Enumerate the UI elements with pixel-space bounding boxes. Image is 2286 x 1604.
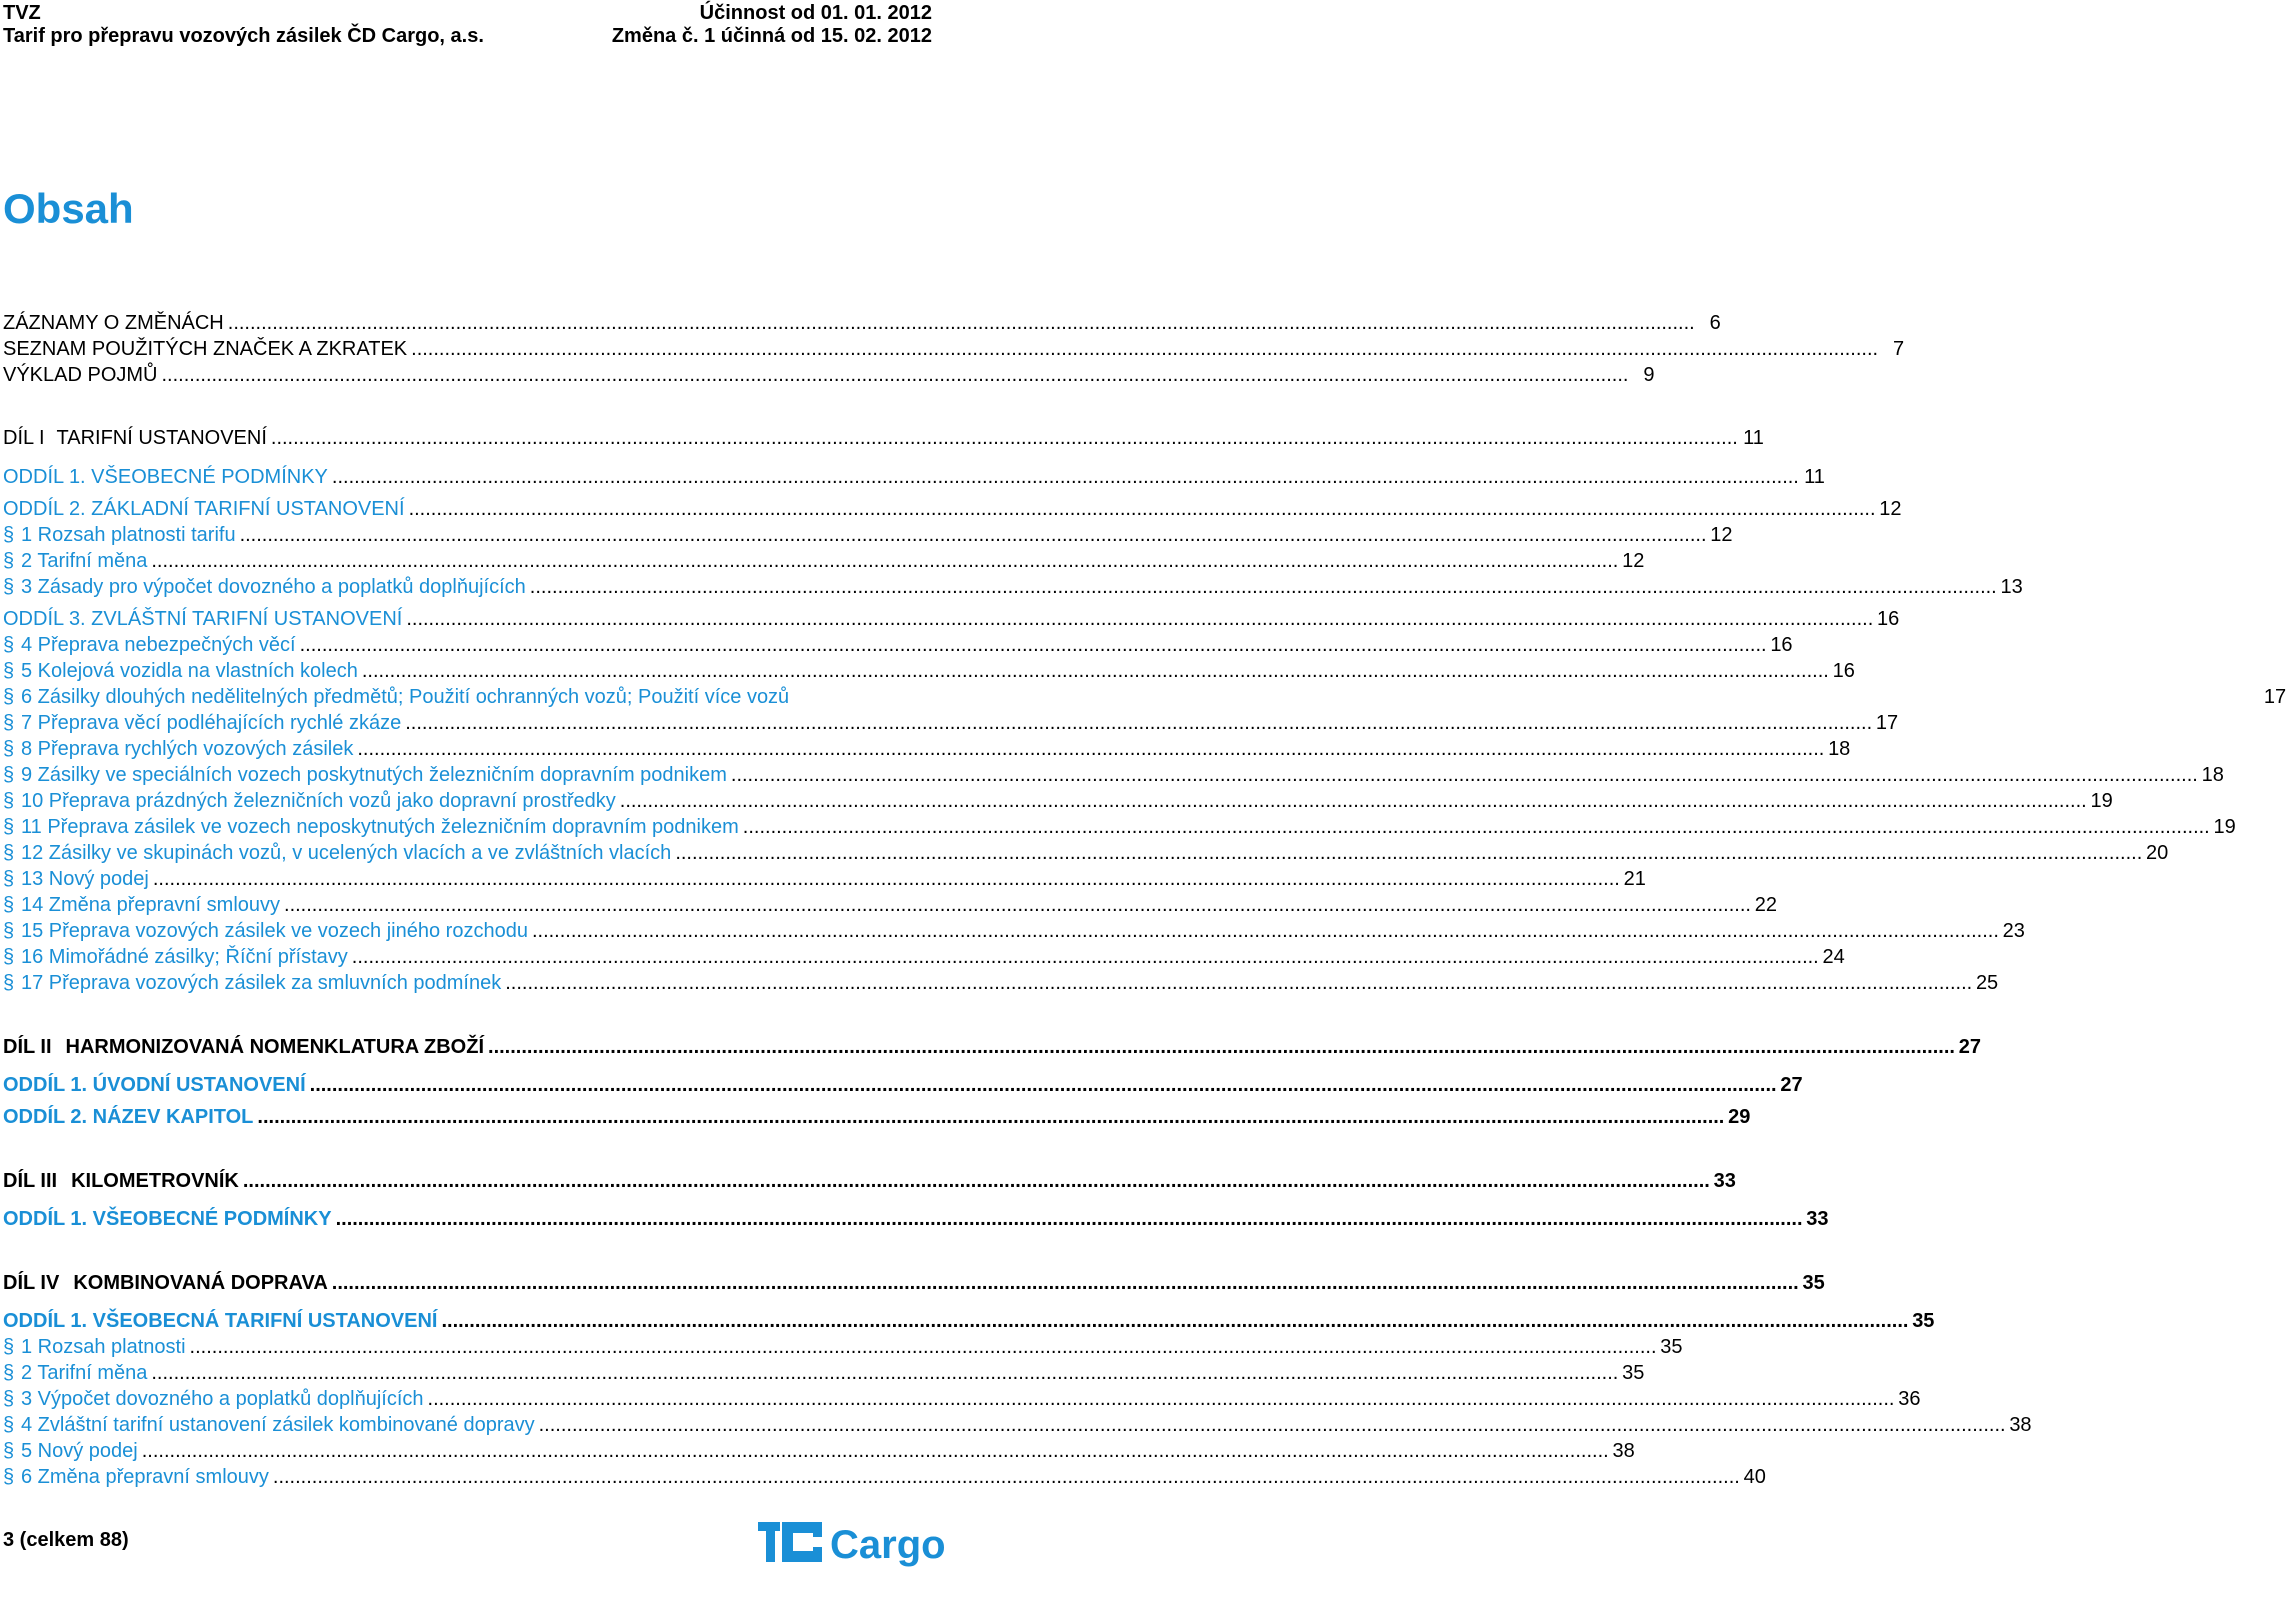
doc-title: Tarif pro přepravu vozových zásilek ČD Cargo, a.s.	[3, 25, 484, 47]
toc-entry[interactable]	[3, 1271, 1825, 1295]
toc-page-number: 35	[1622, 1362, 1645, 1384]
toc-entry[interactable]	[3, 841, 2169, 865]
paragraph-sign: §	[3, 1336, 15, 1358]
paragraph-sign: §	[3, 1414, 15, 1436]
dot-leader	[190, 1335, 1657, 1359]
toc-page-number: 21	[1623, 868, 1646, 890]
toc-page-number: 12	[1879, 498, 1902, 520]
dot-leader	[620, 789, 2087, 813]
paragraph-sign: §	[3, 686, 15, 708]
toc-page-number: 19	[2213, 816, 2236, 838]
paragraph-sign: §	[3, 550, 15, 572]
toc-entry-label: 6 Zásilky dlouhých nedělitelných předmětů; Použití ochranných vozů; Použití více vozů	[21, 686, 790, 708]
toc-page-number: 35	[1660, 1336, 1683, 1358]
part-number: DÍL II	[3, 1036, 52, 1058]
paragraph-sign: §	[3, 894, 15, 916]
toc-entry-label: 14 Změna přepravní smlouvy	[21, 894, 281, 916]
toc-entry[interactable]	[3, 737, 1851, 761]
paragraph-sign: §	[3, 816, 15, 838]
toc-page-number: 33	[1713, 1170, 1736, 1192]
toc-entry[interactable]	[3, 311, 1721, 335]
toc-page-number: 11	[1804, 466, 1825, 488]
paragraph-sign: §	[3, 868, 15, 890]
toc-page-number: 16	[1770, 634, 1793, 656]
toc-entry-label: KILOMETROVNÍK	[71, 1170, 239, 1192]
toc-entry-label: 13 Nový podej	[21, 868, 149, 890]
toc-entry-label: 1 Rozsah platnosti	[21, 1336, 186, 1358]
toc-entry-label: 10 Přeprava prázdných železničních vozů jako dopravní prostředky	[21, 790, 616, 812]
toc-entry[interactable]	[3, 1035, 1981, 1059]
effective-date: Účinnost od 01. 01. 2012	[699, 2, 932, 24]
toc-page-number: 29	[1728, 1106, 1751, 1128]
toc-entry-label: 3 Výpočet dovozného a poplatků doplňujících	[21, 1388, 424, 1410]
toc-entry-label: TARIFNÍ USTANOVENÍ	[56, 427, 267, 449]
dot-leader	[300, 633, 1767, 657]
toc-page-number: 9	[1643, 364, 1655, 386]
dot-leader	[530, 575, 1997, 599]
toc-page-number: 27	[1780, 1074, 1803, 1096]
dot-leader	[362, 659, 1829, 683]
paragraph-sign: §	[3, 524, 15, 546]
toc-page-number: 35	[1802, 1272, 1825, 1294]
dot-leader	[151, 1361, 1618, 1385]
paragraph-sign: §	[3, 1440, 15, 1462]
toc-entry[interactable]	[3, 465, 1825, 489]
toc-entry[interactable]	[3, 659, 1855, 683]
page-number: 3 (celkem 88)	[3, 1529, 129, 1551]
toc-entry[interactable]	[3, 763, 2224, 787]
paragraph-sign: §	[3, 576, 15, 598]
dot-leader	[257, 1105, 1724, 1129]
dot-leader	[153, 867, 1620, 891]
toc-page-number: 18	[2201, 764, 2224, 786]
paragraph-sign: §	[3, 946, 15, 968]
toc-entry-label: VÝKLAD POJMŮ	[3, 364, 158, 386]
toc-entry[interactable]	[3, 893, 1777, 917]
paragraph-sign: §	[3, 712, 15, 734]
toc-entry[interactable]	[3, 711, 1899, 735]
toc-page-number: 16	[1877, 608, 1900, 630]
toc-entry[interactable]	[3, 685, 2286, 709]
toc-entry-label: 4 Přeprava nebezpečných věcí	[21, 634, 296, 656]
dot-leader	[539, 1413, 2006, 1437]
toc-entry-label: 2 Tarifní měna	[21, 550, 148, 572]
toc-page-number: 23	[2002, 920, 2025, 942]
toc-page-number: 12	[1710, 524, 1733, 546]
toc-entry[interactable]	[3, 867, 1646, 891]
toc-entry[interactable]	[3, 607, 1900, 631]
dot-leader	[406, 607, 1873, 631]
toc-entry-label: 4 Zvláštní tarifní ustanovení zásilek kombinované dopravy	[21, 1414, 535, 1436]
part-number: DÍL I	[3, 427, 45, 449]
toc-entry-label: 5 Nový podej	[21, 1440, 138, 1462]
toc-entry[interactable]	[3, 1073, 1803, 1097]
toc-page-number: 17	[1875, 712, 1899, 734]
toc-entry[interactable]	[3, 426, 1764, 450]
toc-entry-label: 11 Přeprava zásilek ve vozech neposkytnutých železničním dopravním podnikem	[21, 816, 739, 838]
dot-leader	[428, 1387, 1895, 1411]
dot-leader	[151, 549, 1618, 573]
paragraph-sign: §	[3, 1362, 15, 1384]
paragraph-sign: §	[3, 972, 15, 994]
toc-entry-label: ODDÍL 2. ZÁKLADNÍ TARIFNÍ USTANOVENÍ	[3, 498, 405, 520]
dot-leader	[405, 711, 1872, 735]
paragraph-sign: §	[3, 738, 15, 760]
toc-entry[interactable]	[3, 363, 1655, 387]
toc-page-number: 25	[1975, 972, 1999, 994]
toc-entry[interactable]	[3, 1335, 1683, 1359]
toc-page-number: 17	[2263, 686, 2286, 708]
toc-page-number: 27	[1958, 1036, 1981, 1058]
toc-page-number: 22	[1754, 894, 1777, 916]
toc-entry-label: ZÁZNAMY O ZMĚNÁCH	[3, 312, 224, 334]
toc-entry-label: 12 Zásilky ve skupinách vozů, v ucelených vlacích a ve zvláštních vlacích	[21, 842, 672, 864]
dot-leader	[441, 1309, 1908, 1333]
toc-entry[interactable]	[3, 1361, 1645, 1385]
toc-entry[interactable]	[3, 1207, 1829, 1231]
toc-page-number: 40	[1743, 1466, 1766, 1488]
dot-leader	[284, 893, 1751, 917]
paragraph-sign: §	[3, 1466, 15, 1488]
cd-cargo-logo	[758, 1518, 946, 1567]
dot-leader	[488, 1035, 1955, 1059]
toc-entry[interactable]	[3, 1105, 1751, 1129]
toc-entry-label: 15 Přeprava vozových zásilek ve vozech jiného rozchodu	[21, 920, 528, 942]
toc-page-number: 16	[1832, 660, 1855, 682]
dot-leader	[505, 971, 1972, 995]
dot-leader	[743, 815, 2210, 839]
dot-leader	[336, 1207, 1803, 1231]
toc-entry-label: ODDÍL 1. VŠEOBECNÉ PODMÍNKY	[3, 466, 328, 488]
toc-entry-label: 5 Kolejová vozidla na vlastních kolech	[21, 660, 358, 682]
toc-page-number: 12	[1622, 550, 1645, 572]
toc-entry-label: ODDÍL 2. NÁZEV KAPITOL	[3, 1106, 254, 1128]
toc-entry[interactable]	[3, 919, 2025, 943]
paragraph-sign: §	[3, 634, 15, 656]
toc-page-number: 36	[1898, 1388, 1921, 1410]
toc-entry[interactable]	[3, 815, 2236, 839]
toc-entry[interactable]	[3, 1439, 1635, 1463]
dot-leader	[273, 1465, 1740, 1489]
dot-leader	[243, 1169, 1710, 1193]
toc-entry-label: 2 Tarifní měna	[21, 1362, 148, 1384]
toc-page-number: 35	[1912, 1310, 1935, 1332]
toc-page-number: 33	[1806, 1208, 1829, 1230]
toc-entry[interactable]	[3, 1309, 1935, 1333]
toc-page-number: 7	[1892, 338, 1905, 360]
toc-entry-label: 16 Mimořádné zásilky; Říční přístavy	[21, 946, 348, 968]
toc-entry[interactable]	[3, 575, 2023, 599]
toc-entry[interactable]	[3, 497, 1902, 521]
toc-entry[interactable]	[3, 1169, 1736, 1193]
page-title: Obsah	[3, 185, 134, 232]
paragraph-sign: §	[3, 920, 15, 942]
toc-entry-label: HARMONIZOVANÁ NOMENKLATURA ZBOŽÍ	[65, 1036, 485, 1058]
toc-entry-label: ODDÍL 1. VŠEOBECNÁ TARIFNÍ USTANOVENÍ	[3, 1310, 438, 1332]
toc-entry-label: ODDÍL 3. ZVLÁŠTNÍ TARIFNÍ USTANOVENÍ	[3, 608, 403, 630]
dot-leader	[240, 523, 1707, 547]
part-number: DÍL III	[3, 1170, 58, 1192]
toc-entry[interactable]	[3, 633, 1793, 657]
toc-page-number: 6	[1709, 312, 1721, 334]
toc-entry-label: 3 Zásady pro výpočet dovozného a poplatků doplňujících	[21, 576, 526, 598]
dot-leader	[271, 426, 1738, 450]
toc-page-number: 20	[2146, 842, 2169, 864]
toc-entry[interactable]	[3, 945, 1845, 969]
dot-leader	[675, 841, 2142, 865]
toc-entry[interactable]	[3, 1465, 1766, 1489]
toc-entry[interactable]	[3, 337, 1905, 361]
toc-page-number: 24	[1822, 946, 1845, 968]
toc-entry-label: 8 Přeprava rychlých vozových zásilek	[21, 738, 354, 760]
dot-leader	[332, 465, 1799, 489]
part-number: DÍL IV	[3, 1272, 60, 1294]
paragraph-sign: §	[3, 660, 15, 682]
dot-leader	[532, 919, 1999, 943]
paragraph-sign: §	[3, 764, 15, 786]
logo-text: Cargo	[830, 1523, 946, 1567]
toc-entry[interactable]	[3, 971, 1999, 995]
toc-entry-label: 7 Přeprava věcí podléhajících rychlé zkáze	[21, 712, 402, 734]
toc-entry[interactable]	[3, 523, 1733, 547]
doc-code: TVZ	[3, 2, 41, 24]
dot-leader	[357, 737, 1824, 761]
dot-leader	[411, 337, 1878, 361]
paragraph-sign: §	[3, 790, 15, 812]
dot-leader	[310, 1073, 1777, 1097]
toc-page-number: 38	[2009, 1414, 2032, 1436]
toc-page-number: 19	[2090, 790, 2113, 812]
toc-entry-label: 6 Změna přepravní smlouvy	[21, 1466, 269, 1488]
paragraph-sign: §	[3, 842, 15, 864]
toc-entry-label: ODDÍL 1. ÚVODNÍ USTANOVENÍ	[3, 1074, 306, 1096]
toc-page-number: 11	[1743, 427, 1764, 449]
toc-page-number: 18	[1828, 738, 1851, 760]
toc-entry[interactable]	[3, 1387, 1921, 1411]
toc-entry-label: ODDÍL 1. VŠEOBECNÉ PODMÍNKY	[3, 1208, 332, 1230]
toc-entry-label: 1 Rozsah platnosti tarifu	[21, 524, 236, 546]
toc-page-number: 13	[2000, 576, 2023, 598]
dot-leader	[142, 1439, 1609, 1463]
dot-leader	[332, 1271, 1799, 1295]
dot-leader	[409, 497, 1876, 521]
toc-entry[interactable]	[3, 789, 2113, 813]
change-note: Změna č. 1 účinná od 15. 02. 2012	[611, 25, 932, 47]
toc-entry-label: SEZNAM POUŽITÝCH ZNAČEK A ZKRATEK	[3, 338, 408, 360]
toc-entry-label: 17 Přeprava vozových zásilek za smluvních podmínek	[21, 972, 502, 994]
dot-leader	[161, 363, 1628, 387]
toc-entry-label: 9 Zásilky ve speciálních vozech poskytnutých železničním dopravním podnikem	[21, 764, 727, 786]
dot-leader	[731, 763, 2198, 787]
toc-entry[interactable]	[3, 1413, 2032, 1437]
dot-leader	[352, 945, 1819, 969]
paragraph-sign: §	[3, 1388, 15, 1410]
toc-page-number: 38	[1612, 1440, 1635, 1462]
dot-leader	[228, 311, 1695, 335]
toc-entry-label: KOMBINOVANÁ DOPRAVA	[73, 1272, 328, 1294]
toc-entry[interactable]	[3, 549, 1645, 573]
